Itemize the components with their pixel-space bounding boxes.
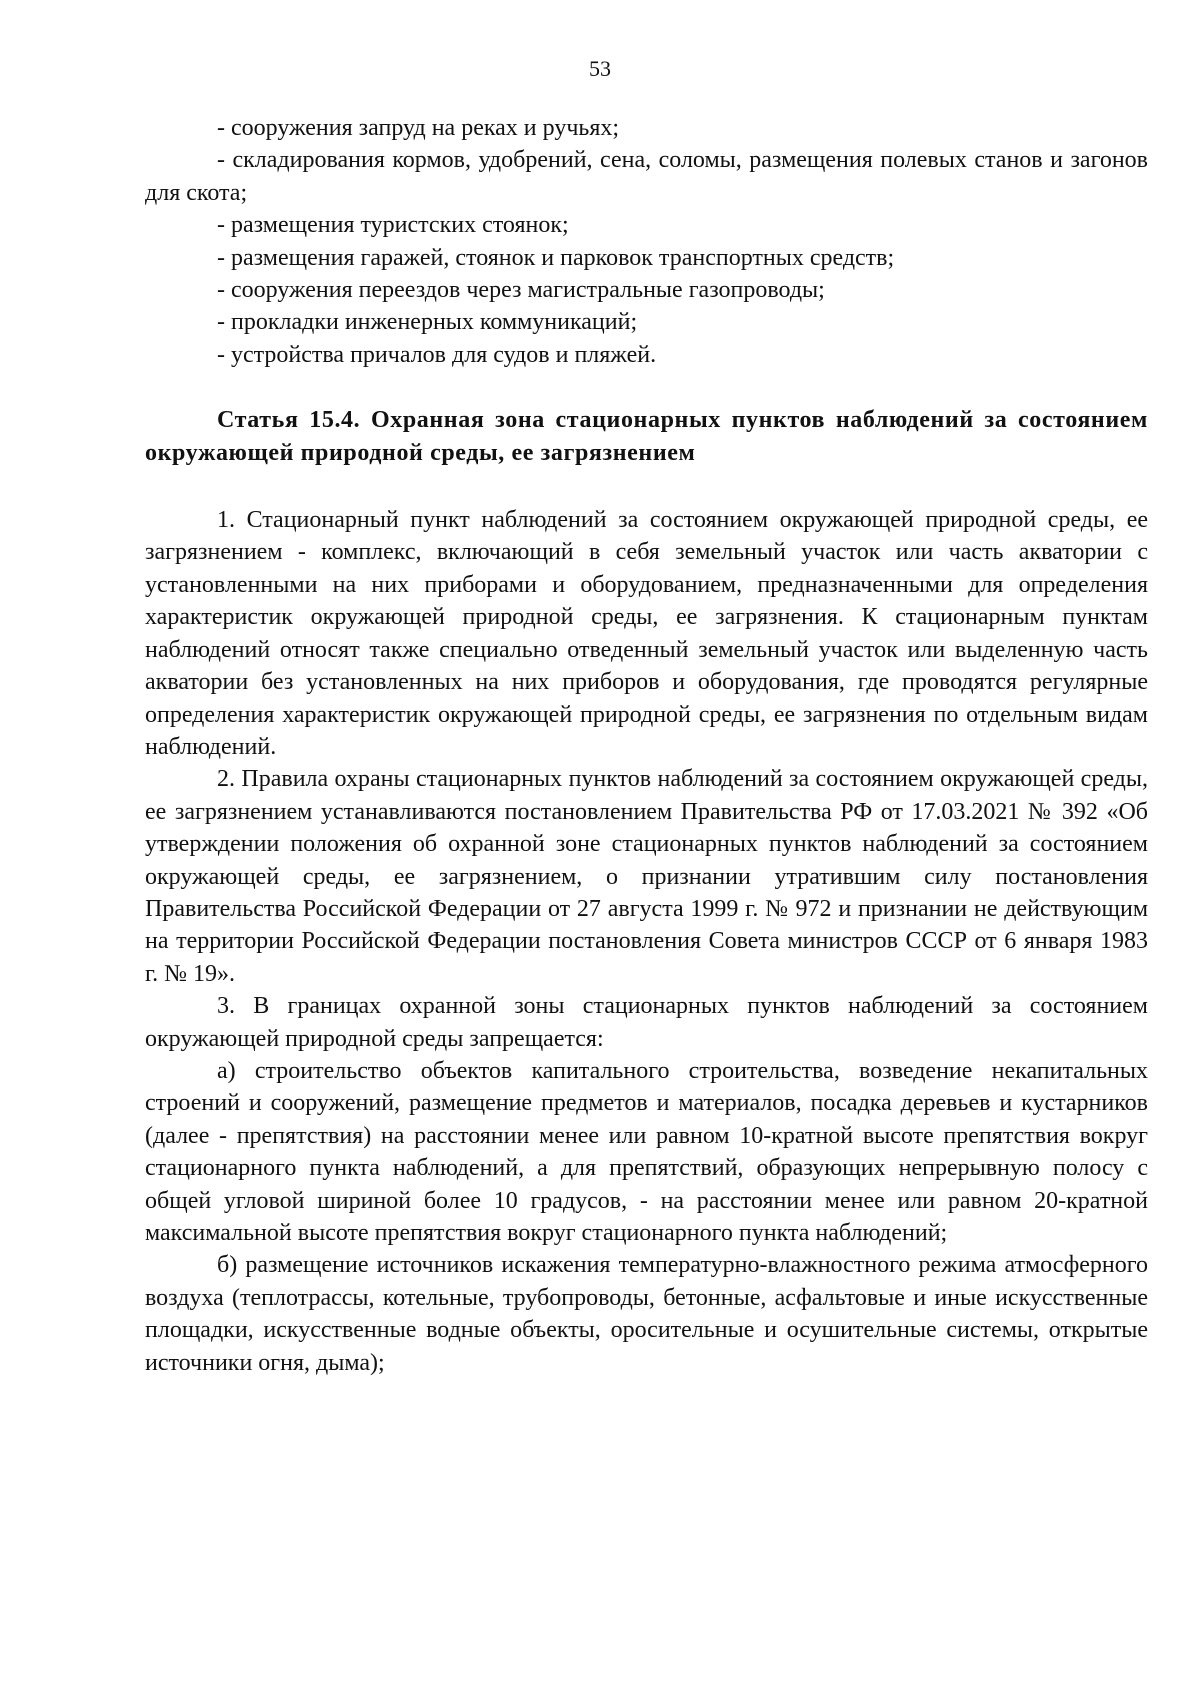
page-number: 53 [589, 56, 611, 81]
article-paragraph-3: 3. В границах охранной зоны стационарных пунктов наблюдений за состоянием окружающей природной среды запрещается: [145, 993, 1148, 1052]
list-item: - устройства причалов для судов и пляжей. [217, 341, 657, 368]
list-item: - сооружения переездов через магистральные газопроводы; [217, 277, 825, 304]
spacer [145, 469, 1148, 504]
list-item: - размещения туристских стоянок; [217, 212, 569, 239]
document-body [145, 112, 1148, 1379]
list-item: - сооружения запруд на реках и ручьях; [217, 115, 620, 141]
list-item: - прокладки инженерных коммуникаций; [217, 309, 638, 336]
article-paragraph-1: 1. Стационарный пункт наблюдений за состоянием окружающей природной среды, ее загрязнением - комплекс, включающий в себя земельный участок или часть акватории с установленными на них приборами и оборудованием, предназначенными для определения характеристик окружающей природной среды, ее загрязнения. К стационарным пунктам наблюдений относят также специально отведенный земельный участок или выделенную часть акватории без установленных на них приборов и оборудования, где проводятся регулярные определения характеристик окружающей природной среды, ее загрязнения по отдельным видам наблюдений. [145, 507, 1148, 760]
spacer [145, 371, 1148, 404]
article-paragraph-2: 2. Правила охраны стационарных пунктов наблюдений за состоянием окружающей среды, ее загрязнением устанавливаются постановлением Правительства РФ от 17.03.2021 № 392 «Об утверждении положения об охранной зоне стационарных пунктов наблюдений за состоянием окружающей среды, ее загрязнением, о признании утратившим силу постановления Правительства Российской Федерации от 27 августа 1999 г. № 972 и признании не действующим на территории Российской Федерации постановления Совета министров СССР от 6 января 1983 г. № 19». [145, 766, 1148, 987]
list-item: - складирования кормов, удобрений, сена, соломы, размещения полевых станов и загонов для скота; [145, 147, 1148, 206]
article-subparagraph-a: а) строительство объектов капитального строительства, возведение некапитальных строений и сооружений, размещение предметов и материалов, посадка деревьев и кустарников (далее - препятствия) на расстоянии менее или равном 10-кратной высоте препятствия вокруг стационарного пункта наблюдений, а для препятствий, образующих непрерывную полосу с общей угловой шириной более 10 градусов, - на расстоянии менее или равном 20-кратной максимальной высоте препятствия вокруг стационарного пункта наблюдений; [145, 1057, 1148, 1246]
article-subparagraph-b: б) размещение источников искажения температурно-влажностного режима атмосферного воздуха (теплотрассы, котельные, трубопроводы, бетонные, асфальтовые и иные искусственные площадки, искусственные водные объекты, оросительные и осушительные системы, открытые источники огня, дыма); [145, 1252, 1148, 1376]
article-heading: Статья 15.4. Охранная зона стационарных пунктов наблюдений за состоянием окружающей природной среды, ее загрязнением [145, 407, 1148, 466]
list-item: - размещения гаражей, стоянок и парковок транспортных средств; [217, 244, 895, 271]
